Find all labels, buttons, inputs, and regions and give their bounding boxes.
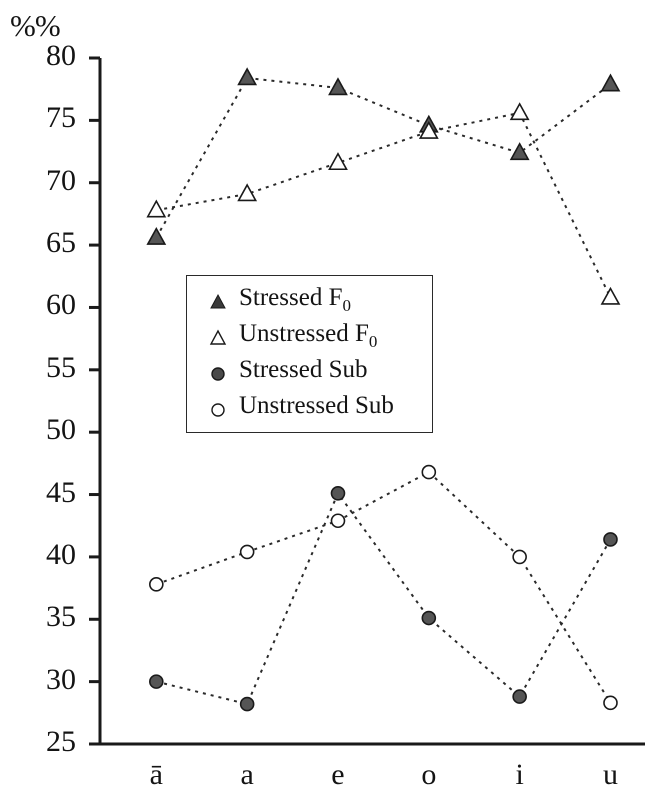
open-circle-marker [150, 578, 163, 591]
y-axis-tick-label: 45 [46, 475, 76, 509]
filled-circle-marker [241, 698, 254, 711]
filled-triangle-marker [511, 144, 528, 159]
filled-circle-icon [205, 361, 231, 387]
legend-item-label: Stressed Sub [239, 356, 368, 383]
y-axis-tick-label: 65 [46, 226, 76, 260]
legend-item [187, 392, 432, 428]
filled-circle-marker [513, 690, 526, 703]
y-axis-tick-label: 60 [46, 288, 76, 322]
open-circle-icon [205, 397, 231, 423]
open-circle-marker [241, 545, 254, 558]
series-line [156, 472, 610, 703]
legend-item [187, 320, 432, 356]
open-triangle-marker [602, 288, 619, 303]
filled-triangle-marker [239, 69, 256, 84]
x-axis-tick-label: i [515, 758, 524, 791]
open-circle-marker [513, 550, 526, 563]
series-line [156, 78, 610, 238]
legend-item [187, 356, 432, 392]
y-axis-tick-label: 40 [46, 537, 76, 571]
open-triangle-icon [205, 325, 231, 351]
open-circle-marker [331, 514, 344, 527]
y-axis-tick-label: 55 [46, 350, 76, 384]
y-axis-ticks [89, 58, 100, 744]
open-triangle-marker [148, 201, 165, 216]
open-circle-marker [422, 466, 435, 479]
x-axis-tick-label: o [421, 758, 437, 791]
open-triangle-marker [511, 104, 528, 119]
y-axis-tick-label: 70 [46, 163, 76, 197]
chart-legend [186, 275, 433, 433]
y-axis-tick-label: 30 [46, 662, 76, 696]
y-axis-unit-label: %% [10, 8, 60, 43]
filled-circle-marker [331, 487, 344, 500]
y-axis-tick-label: 75 [46, 101, 76, 135]
legend-item-label: Unstressed $F_0$ [239, 320, 378, 351]
series-line [156, 493, 610, 704]
x-axis-tick-label: e [331, 758, 345, 791]
legend-item [187, 284, 432, 320]
x-axis-tick-label: ā [149, 758, 163, 791]
series-line [156, 113, 610, 298]
open-circle-marker [604, 696, 617, 709]
filled-circle-marker [422, 612, 435, 625]
y-axis-tick-label: 25 [46, 725, 76, 758]
y-axis-tick-label: 50 [46, 413, 76, 447]
x-axis-tick-label: a [240, 758, 254, 791]
filled-circle-marker [604, 533, 617, 546]
filled-triangle-marker [602, 75, 619, 90]
filled-circle-marker [150, 675, 163, 688]
legend-item-label: Unstressed Sub [239, 392, 394, 419]
y-axis-tick-label: 35 [46, 600, 76, 634]
filled-triangle-marker [329, 79, 346, 94]
x-axis-tick-label: u [602, 758, 618, 791]
filled-triangle-marker [148, 229, 165, 244]
filled-triangle-icon [205, 289, 231, 315]
legend-item-label: Stressed $F_0$ [239, 284, 351, 315]
y-axis-tick-label: 80 [46, 39, 76, 72]
